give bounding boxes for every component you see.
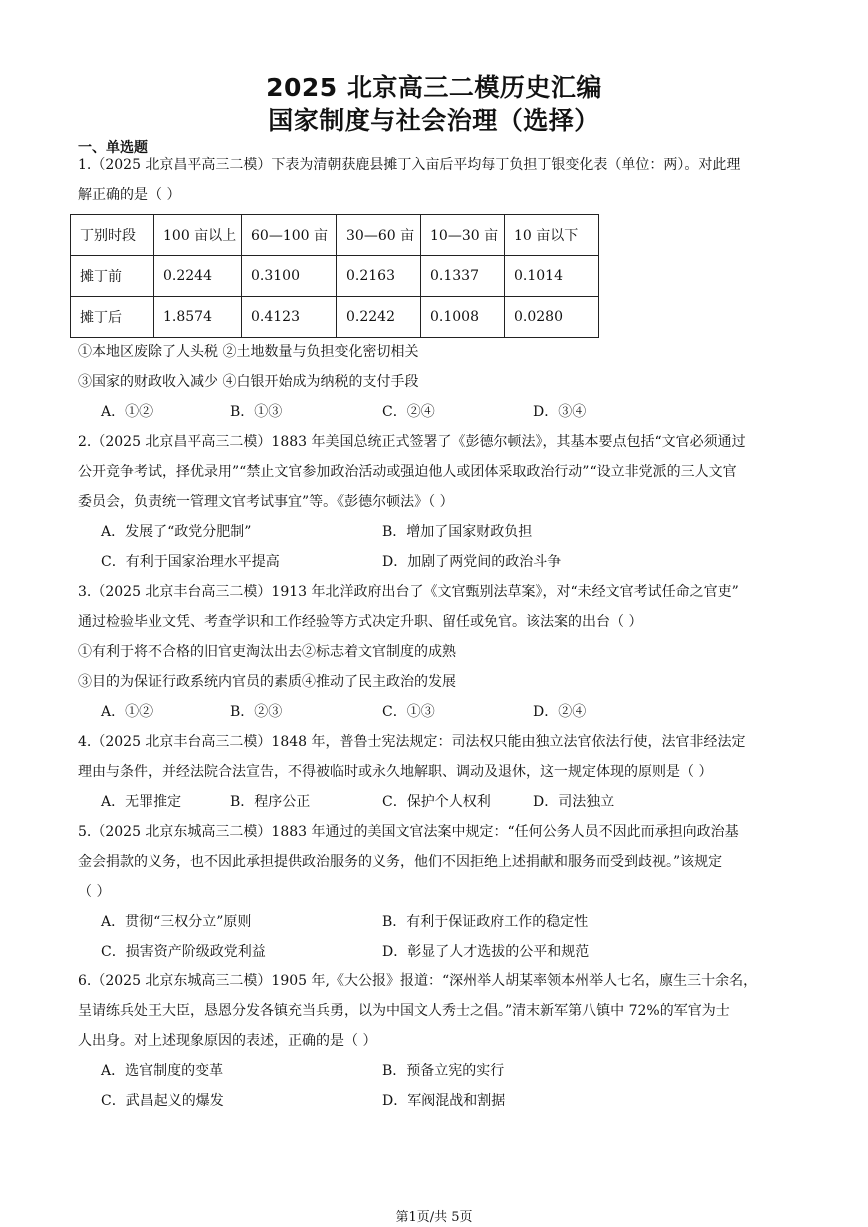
- q6-option-d[interactable]: D．军阀混战和割据: [382, 1093, 506, 1109]
- q2-option-a[interactable]: A．发展了“政党分肥制”: [101, 524, 252, 540]
- q1-stem-line1: 1.（2025 北京昌平高三二模）下表为清朝获鹿县摊丁入亩后平均每丁负担丁银变化表（单位：两）。对此理: [78, 157, 741, 173]
- q5-stem-line3: （ ）: [78, 884, 111, 900]
- table-cell: 0.4123: [242, 297, 337, 338]
- section-heading: 一、单选题: [78, 140, 148, 156]
- page-number: 第1页/共 5页: [395, 1210, 473, 1225]
- q2-option-b[interactable]: B．增加了国家财政负担: [382, 524, 533, 540]
- table-cell: 摊丁后: [71, 297, 154, 338]
- q3-option-d[interactable]: D．②④: [533, 704, 587, 720]
- table-header-cell: 10—30 亩: [421, 215, 505, 256]
- table-cell: 0.2244: [154, 256, 242, 297]
- table-header-cell: 10 亩以下: [505, 215, 599, 256]
- q1-items-line2: ③国家的财政收入减少 ④白银开始成为纳税的支付手段: [78, 374, 419, 390]
- q6-stem-line1: 6.（2025 北京东城高三二模）1905 年,《大公报》报道：“深州举人胡某率领本州举人七名，廪生三十余名，: [78, 973, 758, 989]
- q6-option-b[interactable]: B．预备立宪的实行: [382, 1063, 505, 1079]
- q2-stem-line1: 2.（2025 北京昌平高三二模）1883 年美国总统正式签署了《彭德尔顿法》，其基本要点包括“文官必须通过: [78, 434, 746, 450]
- q1-option-a[interactable]: A．①②: [101, 404, 154, 420]
- q3-items-line1: ①有利于将不合格的旧官吏淘汰出去②标志着文官制度的成熟: [78, 644, 456, 660]
- q2-option-c[interactable]: C．有利于国家治理水平提高: [101, 554, 280, 570]
- q1-data-table: [70, 214, 599, 338]
- q5-option-c[interactable]: C．损害资产阶级政党利益: [101, 944, 266, 960]
- table-header-cell: 100 亩以上: [154, 215, 242, 256]
- table-cell: 0.2242: [337, 297, 421, 338]
- q5-option-d[interactable]: D．彰显了人才选拔的公平和规范: [382, 944, 590, 960]
- q1-stem-line2: 解正确的是（ ）: [78, 187, 181, 203]
- table-row: [71, 256, 599, 297]
- table-cell: 0.1008: [421, 297, 505, 338]
- page-title: 2025 北京高三二模历史汇编: [266, 73, 602, 102]
- q3-stem-line2: 通过检验毕业文凭、考查学识和工作经验等方式决定升职、留任或免官。该法案的出台（ ）: [78, 614, 643, 630]
- q5-option-a[interactable]: A．贯彻“三权分立”原则: [101, 914, 252, 930]
- table-cell: 0.0280: [505, 297, 599, 338]
- q5-stem-line2: 金会捐款的义务，也不因此承担提供政治服务的义务，他们不因拒绝上述捐献和服务而受到歧视。”该规定: [78, 854, 723, 870]
- table-header-cell: 丁别时段: [71, 215, 154, 256]
- q4-option-d[interactable]: D．司法独立: [533, 794, 615, 810]
- table-cell: 0.1337: [421, 256, 505, 297]
- q4-stem-line1: 4.（2025 北京丰台高三二模）1848 年，普鲁士宪法规定：司法权只能由独立法官依法行使，法官非经法定: [78, 734, 746, 750]
- q6-stem-line2: 呈请练兵处王大臣，恳恩分发各镇充当兵勇，以为中国文人秀士之倡。”清末新军第八镇中 72%的军官为士: [78, 1003, 730, 1019]
- q4-stem-line2: 理由与条件，并经法院合法宣告，不得被临时或永久地解职、调动及退休，这一规定体现的原则是（ ）: [78, 764, 713, 780]
- table-cell: 摊丁前: [71, 256, 154, 297]
- q3-option-c[interactable]: C．①③: [382, 704, 435, 720]
- q4-option-b[interactable]: B．程序公正: [230, 794, 311, 810]
- q1-option-d[interactable]: D．③④: [533, 404, 587, 420]
- q3-option-a[interactable]: A．①②: [101, 704, 154, 720]
- q4-option-c[interactable]: C．保护个人权利: [382, 794, 491, 810]
- table-row: [71, 297, 599, 338]
- table-cell: 0.3100: [242, 256, 337, 297]
- table-header-cell: 30—60 亩: [337, 215, 421, 256]
- q6-option-c[interactable]: C．武昌起义的爆发: [101, 1093, 224, 1109]
- q1-option-b[interactable]: B．①③: [230, 404, 283, 420]
- q5-option-b[interactable]: B．有利于保证政府工作的稳定性: [382, 914, 589, 930]
- table-cell: 1.8574: [154, 297, 242, 338]
- q2-option-d[interactable]: D．加剧了两党间的政治斗争: [382, 554, 562, 570]
- q2-stem-line3: 委员会，负责统一管理文官考试事宜”等。《彭德尔顿法》（ ）: [78, 494, 454, 510]
- table-header-row: [71, 215, 599, 256]
- table-header-cell: 60—100 亩: [242, 215, 337, 256]
- table-cell: 0.2163: [337, 256, 421, 297]
- q5-stem-line1: 5.（2025 北京东城高三二模）1883 年通过的美国文官法案中规定：“任何公务人员不因此而承担向政治基: [78, 824, 739, 840]
- q6-stem-line3: 人出身。对上述现象原因的表述，正确的是（ ）: [78, 1033, 377, 1049]
- page-subtitle: 国家制度与社会治理（选择）: [268, 106, 600, 135]
- q3-stem-line1: 3.（2025 北京丰台高三二模）1913 年北洋政府出台了《文官甄别法草案》，对“未经文官考试任命之官吏”: [78, 584, 739, 600]
- q4-option-a[interactable]: A．无罪推定: [101, 794, 182, 810]
- q1-option-c[interactable]: C．②④: [382, 404, 435, 420]
- q6-option-a[interactable]: A．选官制度的变革: [101, 1063, 224, 1079]
- q2-stem-line2: 公开竞争考试，择优录用”“禁止文官参加政治活动或强迫他人或团体采取政治行动”“设立非党派的三人文官: [78, 464, 737, 480]
- q3-items-line2: ③目的为保证行政系统内官员的素质④推动了民主政治的发展: [78, 674, 456, 690]
- q1-items-line1: ①本地区废除了人头税 ②土地数量与负担变化密切相关: [78, 344, 419, 360]
- q3-option-b[interactable]: B．②③: [230, 704, 283, 720]
- table-cell: 0.1014: [505, 256, 599, 297]
